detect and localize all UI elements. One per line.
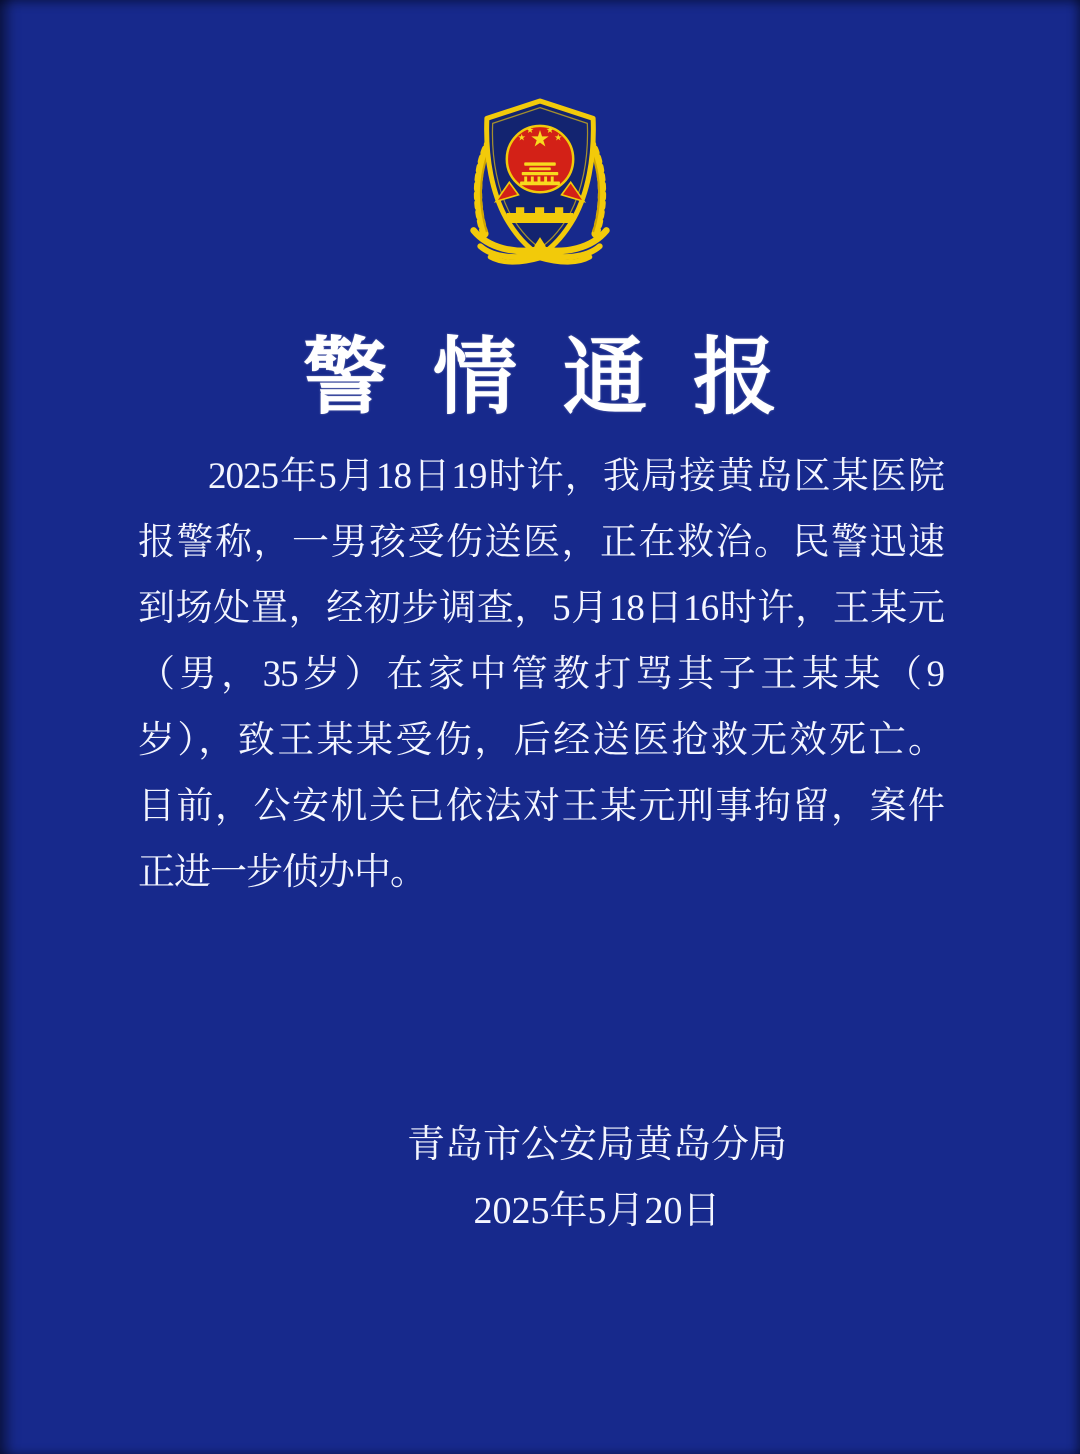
signature-block	[0, 1112, 1080, 1244]
notice-line: 目前，公安机关已依法对王某元刑事拘留，案件	[138, 786, 944, 827]
police-badge-svg	[457, 90, 623, 268]
notice-title: 警情通报	[302, 332, 823, 425]
great-wall	[507, 207, 573, 223]
notice-line: 2025年5月18日19时许，我局接黄岛区某医院	[208, 456, 944, 497]
notice-body	[138, 444, 944, 906]
notice-line: 正进一步侦办中。	[138, 852, 426, 893]
notice-line: （男，35岁）在家中管教打骂其子王某某（9	[138, 654, 944, 695]
issue-date: 2025年5月20日	[473, 1190, 721, 1232]
notice-line: 岁），致王某某受伤，后经送医抢救无效死亡。	[138, 720, 944, 761]
notice-line: 报警称，一男孩受伤送医，正在救治。民警迅速	[138, 522, 944, 563]
notice-line: 到场处置，经初步调查，5月18日16时许，王某元	[138, 588, 944, 629]
issuing-agency: 青岛市公安局黄岛分局	[406, 1124, 787, 1166]
police-badge-icon	[457, 90, 623, 268]
